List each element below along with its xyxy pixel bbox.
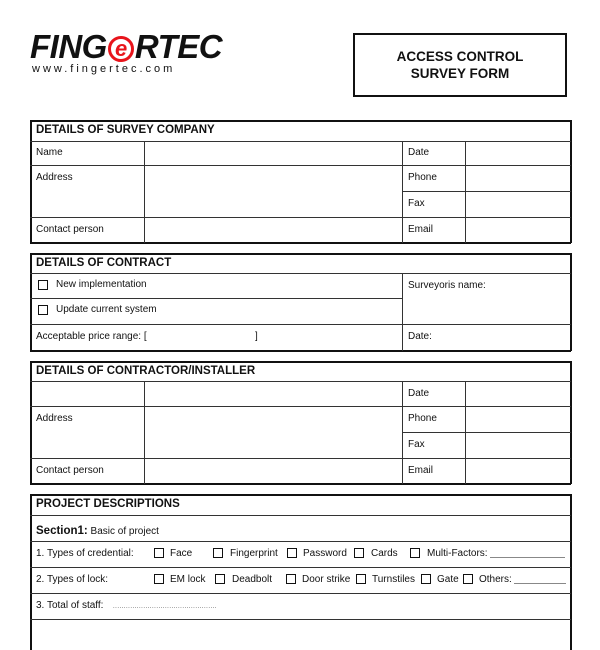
contractor-title: DETAILS OF CONTRACTOR/INSTALLER [36,365,256,377]
update-system-checkbox[interactable] [38,305,48,315]
form-title-line2: SURVEY FORM [410,66,510,81]
face-checkbox[interactable] [154,548,164,558]
staff-dotted-field[interactable]: ................................................ [113,604,218,610]
password-label: Password [303,548,347,559]
address-field[interactable] [145,166,401,216]
contact-person-field[interactable] [145,218,401,241]
contractor-top-field[interactable] [145,382,401,405]
project-title: PROJECT DESCRIPTIONS [36,498,180,510]
cards-checkbox[interactable] [354,548,364,558]
section1-text: Basic of project [87,526,159,537]
turnstiles-label: Turnstiles [372,574,415,585]
date-field[interactable] [466,142,569,164]
phone-field[interactable] [466,166,569,190]
gate-checkbox[interactable] [421,574,431,584]
password-checkbox[interactable] [287,548,297,558]
phone-label: Phone [408,172,437,183]
form-title-line1: ACCESS CONTROL [396,49,524,64]
door-strike-label: Door strike [302,574,351,585]
turnstiles-checkbox[interactable] [356,574,366,584]
logo-text-right: RTEC [134,28,223,65]
price-range-label: Acceptable price range: [ [36,331,147,342]
fax-label: Fax [408,198,425,209]
form-title-box [353,33,567,97]
logo-e-mark: e [108,36,134,62]
em-lock-label: EM lock [170,574,206,585]
multi-factors-label: Multi-Factors: [427,548,488,559]
lock-question: 2. Types of lock: [36,574,109,585]
contact-person-label: Contact person [36,224,104,235]
others-checkbox[interactable] [463,574,473,584]
name-label: Name [36,147,63,158]
contractor-fax-label: Fax [408,439,425,450]
credential-question: 1. Types of credential: [36,548,134,559]
email-field[interactable] [466,218,569,241]
cards-label: Cards [371,548,398,559]
logo-wordmark [30,30,222,64]
section1-heading [36,521,159,539]
gate-label: Gate [437,574,459,585]
name-field[interactable] [145,142,401,164]
multi-factors-checkbox[interactable] [410,548,420,558]
new-implementation-checkbox[interactable] [38,280,48,290]
contractor-contact-label: Contact person [36,465,104,476]
door-strike-checkbox[interactable] [286,574,296,584]
contractor-address-field[interactable] [145,407,401,457]
fingertec-logo [30,30,222,75]
fingerprint-label: Fingerprint [230,548,278,559]
survey-company-title: DETAILS OF SURVEY COMPANY [36,124,215,136]
contractor-phone-field[interactable] [466,407,569,431]
contractor-fax-field[interactable] [466,433,569,457]
fingerprint-checkbox[interactable] [213,548,223,558]
em-lock-checkbox[interactable] [154,574,164,584]
price-range-field[interactable] [152,327,252,347]
deadbolt-label: Deadbolt [232,574,273,585]
email-label: Email [408,224,434,235]
contractor-phone-label: Phone [408,413,437,424]
price-range-close: ] [255,331,258,342]
contractor-email-label: Email [408,465,434,476]
staff-question: 3. Total of staff: [36,600,104,611]
contractor-date-label: Date [408,388,430,399]
logo-text-left: FING [30,28,107,65]
contract-date-label: Date: [408,331,432,342]
new-implementation-label: New implementation [56,279,147,290]
surveyor-name-field[interactable] [404,294,569,322]
contract-date-field[interactable] [436,326,568,348]
update-system-label: Update current system [56,304,157,315]
contractor-date-field[interactable] [466,382,569,405]
address-label: Address [36,172,73,183]
fax-field[interactable] [466,192,569,216]
others-label: Others: [479,574,512,585]
surveyor-name-label: Surveyoris name: [408,280,486,291]
face-label: Face [170,548,193,559]
contractor-contact-field[interactable] [145,459,401,482]
date-label: Date [408,147,430,158]
contractor-address-label: Address [36,413,73,424]
contractor-email-field[interactable] [466,459,569,482]
logo-url: www.fingertec.com [32,63,176,75]
contract-title: DETAILS OF CONTRACT [36,257,172,269]
section1-label: Section1: [36,525,88,537]
deadbolt-checkbox[interactable] [215,574,225,584]
